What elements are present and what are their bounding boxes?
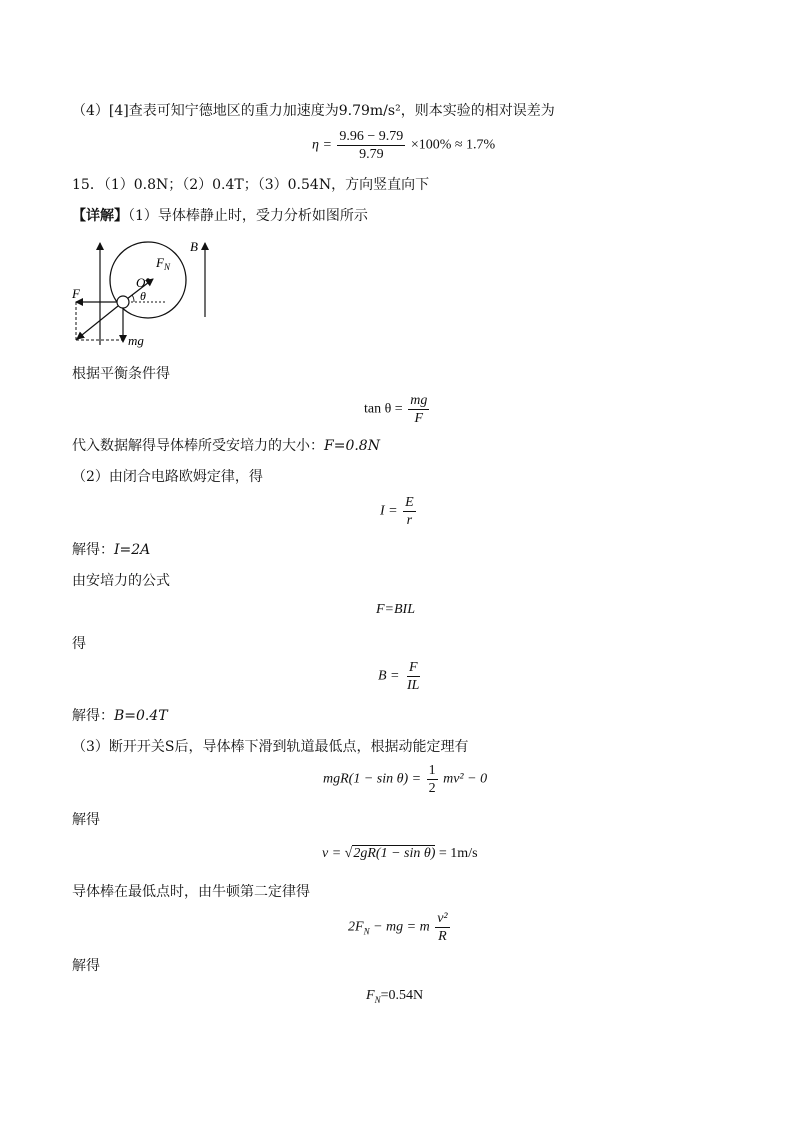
lowest-point-text: 导体棒在最低点时，由牛顿第二定律得: [72, 884, 310, 900]
jiede-1: 解得: [72, 812, 100, 828]
substitute-text: 代入数据解得导体棒所受安培力的大小：F=0.8N: [72, 438, 380, 454]
b-equation: B = $\frac{F}{IL}$: [378, 660, 420, 693]
tan-equation: tan θ = $\frac{mg}{F}$: [364, 393, 428, 426]
rod: [117, 296, 129, 308]
force-diagram: [68, 237, 218, 352]
solve-i: 解得：I=2A: [72, 542, 151, 558]
label-B: B: [190, 239, 198, 254]
balance-text: 根据平衡条件得: [72, 366, 170, 382]
jiede-2: 解得: [72, 958, 100, 974]
ohm-equation: I = $\frac{E}{r}$: [380, 495, 414, 528]
q15-answer: 15．（1）0.8N；（2）0.4T；（3）0.54N，方向竖直向下: [72, 177, 430, 193]
de-text: 得: [72, 636, 86, 652]
detail-heading: 【详解】（1）导体棒静止时，受力分析如图所示: [72, 208, 368, 224]
label-F: F: [72, 286, 80, 301]
newton-equation: $2F_N$ − mg = m $\frac{\text{v²}}{R}$: [348, 911, 448, 944]
label-theta: θ: [140, 289, 146, 303]
solve-b: 解得：B=0.4T: [72, 708, 168, 724]
eta-equation: η = $\frac{9.96 - 9.79}{9.79}$ ×100% ≈ 1.7%: [312, 129, 496, 162]
center-O: [146, 278, 150, 282]
energy-equation: mgR(1 − sin θ) = $\frac{1}{2}$ mv² − 0: [323, 763, 488, 796]
label-O: O: [136, 275, 146, 290]
part2-text: （2）由闭合电路欧姆定律，得: [72, 469, 263, 485]
label-mg: mg: [128, 333, 144, 348]
v-equation: v = √2gR(1 − sin θ) = 1m/s: [322, 846, 478, 861]
fn-result: $F_N=0.54N$: [366, 988, 424, 1005]
label-FN: $F_N$: [156, 255, 170, 272]
part3-text: （3）断开开关S后，导体棒下滑到轨道最低点，根据动能定理有: [72, 739, 469, 755]
part4-text: （4）[4]查表可知宁德地区的重力加速度为9.79m/s²，则本实验的相对误差为: [72, 103, 555, 119]
f-bil-equation: F=BIL: [376, 602, 415, 617]
ampere-formula-text: 由安培力的公式: [72, 573, 170, 589]
eta-fraction: $\frac{9.96 - 9.79}{9.79}$: [339, 129, 404, 162]
